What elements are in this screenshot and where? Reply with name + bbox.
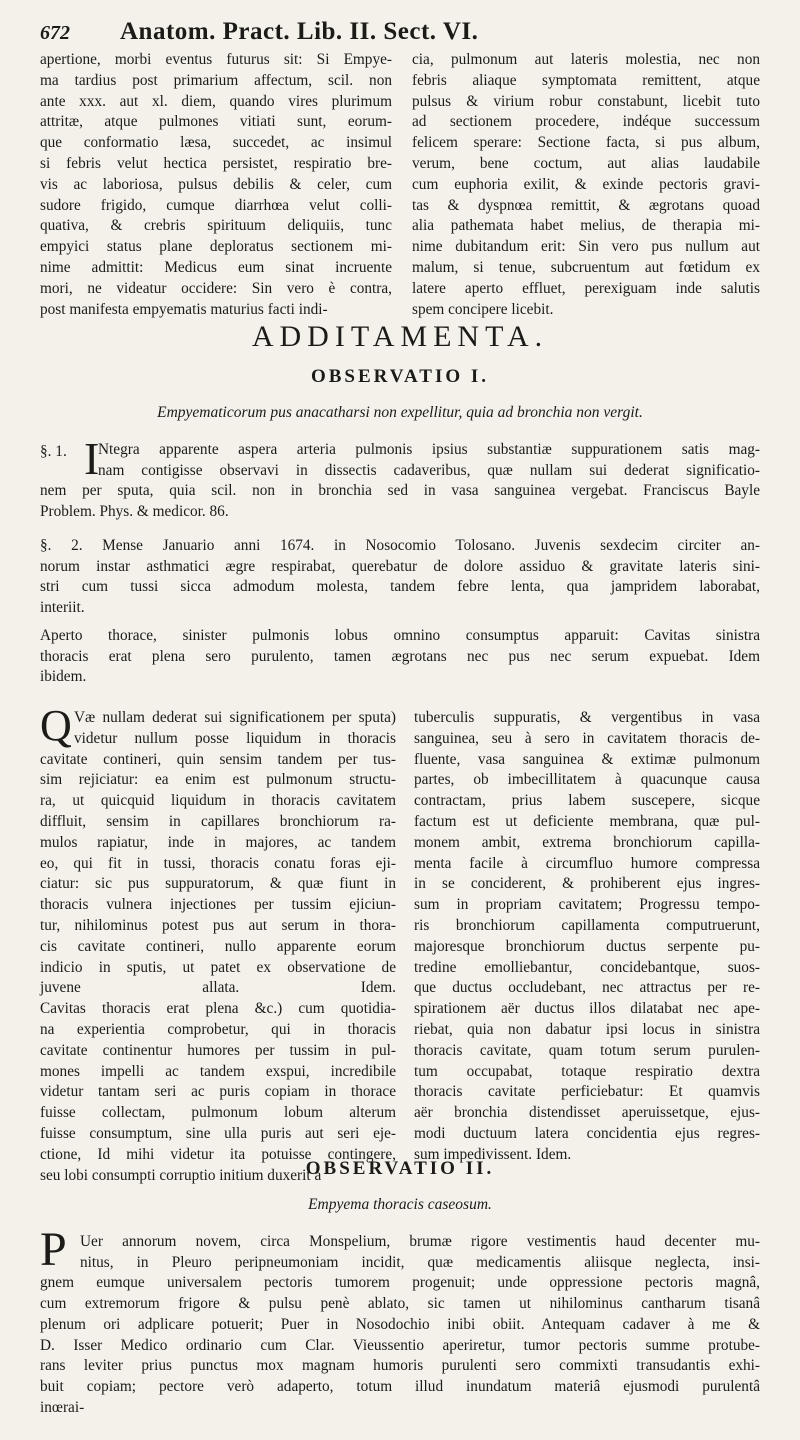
text-line: vis ac laboriosa, pulsus debilis & celer, cum bbox=[40, 175, 392, 193]
text-line: mulos rapiatur, inde in majores, ac tandem bbox=[40, 833, 396, 851]
text-line: cum extremorum frigore & pulsu penè ablato, sic tamen ut nihilominus cantharum tisanâ bbox=[40, 1295, 760, 1313]
text-line: na experientia comprobetur, qui in thoracis bbox=[40, 1020, 396, 1038]
observatio-2-drop-cap: P bbox=[40, 1223, 67, 1276]
text-line: menta facile à circumfluo humore compressa bbox=[414, 854, 760, 872]
text-line: mori, ne videatur occidere: Sin vero è contra, bbox=[40, 279, 392, 297]
text-line: ante xxx. aut xl. diem, quando vires plurimum bbox=[40, 92, 392, 110]
text-line: thoracis cavitate perficiebatur: Et quamvis bbox=[414, 1083, 760, 1101]
text-line: majoresque bronchiorum ductus serpente pu- bbox=[414, 937, 760, 955]
text-line: latere aperto effluet, perexiguam inde salutis bbox=[412, 279, 760, 297]
text-line: buit copiam; pectore verò adaperto, totum illud inundatum materiâ ejusmodi purulentâ bbox=[40, 1377, 760, 1395]
text-line: §. 2. Mense Januario anni 1674. in Nosocomio Tolosano. Juvenis sexdecim circiter an- bbox=[40, 537, 760, 554]
observatio-2-subtitle: Empyema thoracis caseosum. bbox=[308, 1196, 492, 1213]
text-line: juvene allata. Idem. bbox=[40, 979, 396, 997]
text-line: nitus, in Pleuro peripneumoniam incidit, quæ medicamentis aliisque neglecta, insi- bbox=[80, 1253, 760, 1271]
text-line: eo, qui fit in tussi, thoracis conatu foras eji- bbox=[40, 854, 396, 872]
text-line: ibidem. bbox=[40, 668, 87, 686]
text-line: spem concipere licebit. bbox=[412, 300, 554, 318]
text-line: rans leviter prius punctus mox magnam humoris purulenti sero commixti transudantis exhi- bbox=[40, 1357, 760, 1375]
text-line: attritæ, atque pulmones vitiati sunt, eorum- bbox=[40, 113, 392, 131]
text-line: fuisse consumptum, sine ulla puris aut seri eje- bbox=[40, 1124, 396, 1142]
text-line: Ntegra apparente aspera arteria pulmonis ipsius substantiæ suppurationem satis mag- bbox=[98, 441, 760, 458]
text-line: apertione, morbi eventus futurus sit: Si Empye- bbox=[40, 51, 392, 68]
observatio-1-subtitle: Empyematicorum pus anacatharsi non expellitur, quia ad bronchia non vergit. bbox=[157, 404, 643, 421]
text-line: si febris velut hectica persistet, respiratio bre- bbox=[40, 154, 392, 172]
text-line: fluente, vasa sanguinea & extimæ pulmonum bbox=[414, 750, 760, 768]
section-marker: §. 1. bbox=[40, 443, 67, 460]
text-line: cavitate contineri, quin sensim tandem per tus- bbox=[40, 750, 396, 768]
text-line: que ductus occludebant, nec attractus per re- bbox=[414, 979, 760, 997]
text-line: sudore frigido, cumque diarrhœa velut colli- bbox=[40, 196, 392, 214]
text-line: empyici status plane deploratus sectionem mi- bbox=[40, 238, 392, 256]
text-line: monem ambit, extrema bronchiorum capilla- bbox=[414, 833, 760, 851]
text-line: seu lobi consumpti corruptio initium duxerit à bbox=[40, 1166, 322, 1184]
text-line: ctione, Id mihi videtur ita potuisse contingere, bbox=[40, 1145, 396, 1163]
text-line: mones impelli ac tandem exspui, incredibile bbox=[40, 1062, 396, 1080]
text-line: riebat, quia non dabatur ipsi locus in sinistra bbox=[414, 1020, 760, 1038]
text-line: malum, si tenue, subcruentum aut fœtidum ex bbox=[412, 258, 760, 276]
text-line: cia, pulmonum aut lateris molestia, nec non bbox=[412, 51, 760, 68]
text-line: ciatur: sic pus suppuratorum, & quæ fiunt in bbox=[40, 875, 396, 893]
text-line: cavitate continentur humores per tussim in pul- bbox=[40, 1041, 396, 1059]
text-line: thoracis erat plena sero purulento, tamen ægrotans nec pus nec serum expuebat. Idem bbox=[40, 647, 760, 665]
text-line: modi ductuum latera concidentia ejus regres- bbox=[414, 1124, 760, 1142]
observatio-1-title: OBSERVATIO I. bbox=[310, 366, 490, 387]
text-line: fuisse collectam, pulmonum lobum alterum bbox=[40, 1104, 396, 1122]
text-line: Problem. Phys. & medicor. 86. bbox=[40, 503, 229, 521]
observatio-2-title: OBSERVATIO II. bbox=[305, 1158, 495, 1179]
text-line: tuberculis suppuratis, & vergentibus in vasa bbox=[414, 709, 760, 726]
text-line: ma tardius post primarium affectum, scil. non bbox=[40, 71, 392, 89]
text-line: sum impedivissent. Idem. bbox=[414, 1145, 572, 1163]
text-line: stri cum tussi sicca admodum molesta, tandem febre lenta, qua jampridem laborabat, bbox=[40, 578, 760, 596]
text-line: diffluit, sensim in capillares bronchiorum ra- bbox=[40, 812, 396, 830]
running-head: Anatom. Pract. Lib. II. Sect. VI. bbox=[120, 18, 479, 45]
top-columns bbox=[40, 50, 760, 318]
text-line: norum instar asthmatici ægre respirabat, querebatur de dolore assiduo & gravitate lateris sini- bbox=[40, 557, 760, 575]
text-line: verum, bene coctum, aut alias laudabile bbox=[412, 154, 760, 172]
text-line: thoracis cavitate, quam totum serum purulen- bbox=[414, 1041, 760, 1059]
text-line: febris aliaque symptomata remittent, atque bbox=[412, 71, 760, 89]
commentary-drop-cap: Q bbox=[40, 701, 72, 750]
text-line: cis cavitate contineri, nullo apparente eorum bbox=[40, 937, 396, 955]
text-line: partes, ob imbecillitatem à quacunque causa bbox=[414, 771, 760, 789]
text-line: nime admittit: Medicus eum sinat incruente bbox=[40, 258, 392, 276]
additamenta-title: ADDITAMENTA. bbox=[251, 320, 549, 353]
text-line: aër bronchia distendisset aperuissetque, ejus- bbox=[414, 1104, 760, 1122]
text-line: ris bronchiorum capillamenta computruerunt, bbox=[414, 916, 760, 934]
text-line: factum est ut deficiente membrana, quæ pul- bbox=[414, 812, 760, 830]
text-line: Væ nullam dederat sui significationem per sputa) bbox=[74, 709, 396, 726]
text-line: ra, ut quicquid liquidum in thoracis cavitatem bbox=[40, 792, 396, 810]
text-line: indicio in sputis, ut patet ex observatione de bbox=[40, 958, 396, 976]
text-line: alia pathemata habet melius, de therapia mi- bbox=[412, 217, 760, 235]
text-line: nime dubitandum erit: Sin vero pus nullum aut bbox=[412, 238, 760, 256]
paragraph-2 bbox=[40, 536, 760, 619]
text-line: contractam, prius labem suscepere, sicque bbox=[414, 792, 760, 810]
text-line: sum in propriam cavitatem; Progressu tempo- bbox=[414, 896, 760, 914]
text-line: thoracis vulnera injectiones per tussim ejiciun- bbox=[40, 896, 396, 914]
text-line: videtur tantam seri ac puris copiam in thorace bbox=[40, 1083, 396, 1101]
text-line: pulsus & virium robur constabunt, licebit tuto bbox=[412, 92, 760, 110]
text-line: plenum ori adplicare potuerit; Puer in Nosodochio inibi obiit. Antequam cadaver à me & bbox=[40, 1315, 760, 1333]
text-line: D. Isser Medico ordinario cum Clar. Vieussentio aperiretur, tumor pectoris summe protube- bbox=[40, 1336, 760, 1354]
text-line: videtur nullum posse liquidum in thoracis bbox=[74, 729, 396, 747]
drop-cap: I bbox=[84, 433, 100, 484]
text-line: felicem sperare: Sectione facta, si pus album, bbox=[412, 134, 760, 152]
text-line: sanguinea, seu à sero in cavitatem thoracis de- bbox=[414, 729, 760, 747]
page-header bbox=[40, 10, 760, 50]
text-line: tum occupabat, totaque respiratio dextra bbox=[414, 1062, 760, 1080]
text-line: Uer annorum novem, circa Monspelium, brumæ rigore vestimentis haud decenter mu- bbox=[80, 1233, 760, 1250]
text-line: sim rejiciatur: ea enim est pulmonum structu- bbox=[40, 771, 396, 789]
text-line: nam contigisse observavi in dissectis cadaveribus, quæ nullam sui dederat significatio- bbox=[98, 461, 760, 479]
text-line: Cavitas thoracis erat plena &c.) cum quotidia- bbox=[40, 1000, 396, 1018]
top-right-column bbox=[412, 50, 760, 320]
text-line: interiit. bbox=[40, 599, 85, 617]
top-left-column bbox=[40, 50, 392, 320]
text-line: in se conciderent, & prohiberent ejus ingres- bbox=[414, 875, 760, 893]
paragraph-3 bbox=[40, 626, 760, 688]
text-line: tredine emolliebantur, concidebantque, suos- bbox=[414, 958, 760, 976]
text-line: que conformatio læsa, succedet, ac insimul bbox=[40, 134, 392, 152]
text-line: spirationem aër ductus illos dilatabat nec ape- bbox=[414, 1000, 760, 1018]
text-line: tas & dyspnœa remittit, & ægrotans quoad bbox=[412, 196, 760, 214]
text-line: post manifesta empyematis maturius facti indi- bbox=[40, 300, 328, 318]
page-number: 672 bbox=[40, 22, 70, 44]
text-line: Aperto thorace, sinister pulmonis lobus omnino consumptus apparuit: Cavitas sinistra bbox=[40, 627, 760, 644]
text-line: cum euphoria exilit, & exinde pectoris gravi- bbox=[412, 175, 760, 193]
text-line: tur, nihilominus potest pus aut serum in thora- bbox=[40, 916, 396, 934]
text-line: ad sectionem procedere, indéque successum bbox=[412, 113, 760, 131]
text-line: quativa, & crebris spirituum deliquiis, tunc bbox=[40, 217, 392, 235]
commentary-right-column bbox=[414, 708, 760, 1166]
text-line: gnem eumque universalem pectoris tumorem progenuit; unde oppressione pectoris magnâ, bbox=[40, 1274, 760, 1292]
text-line: inœrai- bbox=[40, 1398, 85, 1416]
text-line: nem per sputa, quia scil. non in bronchia sed in vasa sanguinea vergebat. Franciscus Bayle bbox=[40, 482, 760, 500]
